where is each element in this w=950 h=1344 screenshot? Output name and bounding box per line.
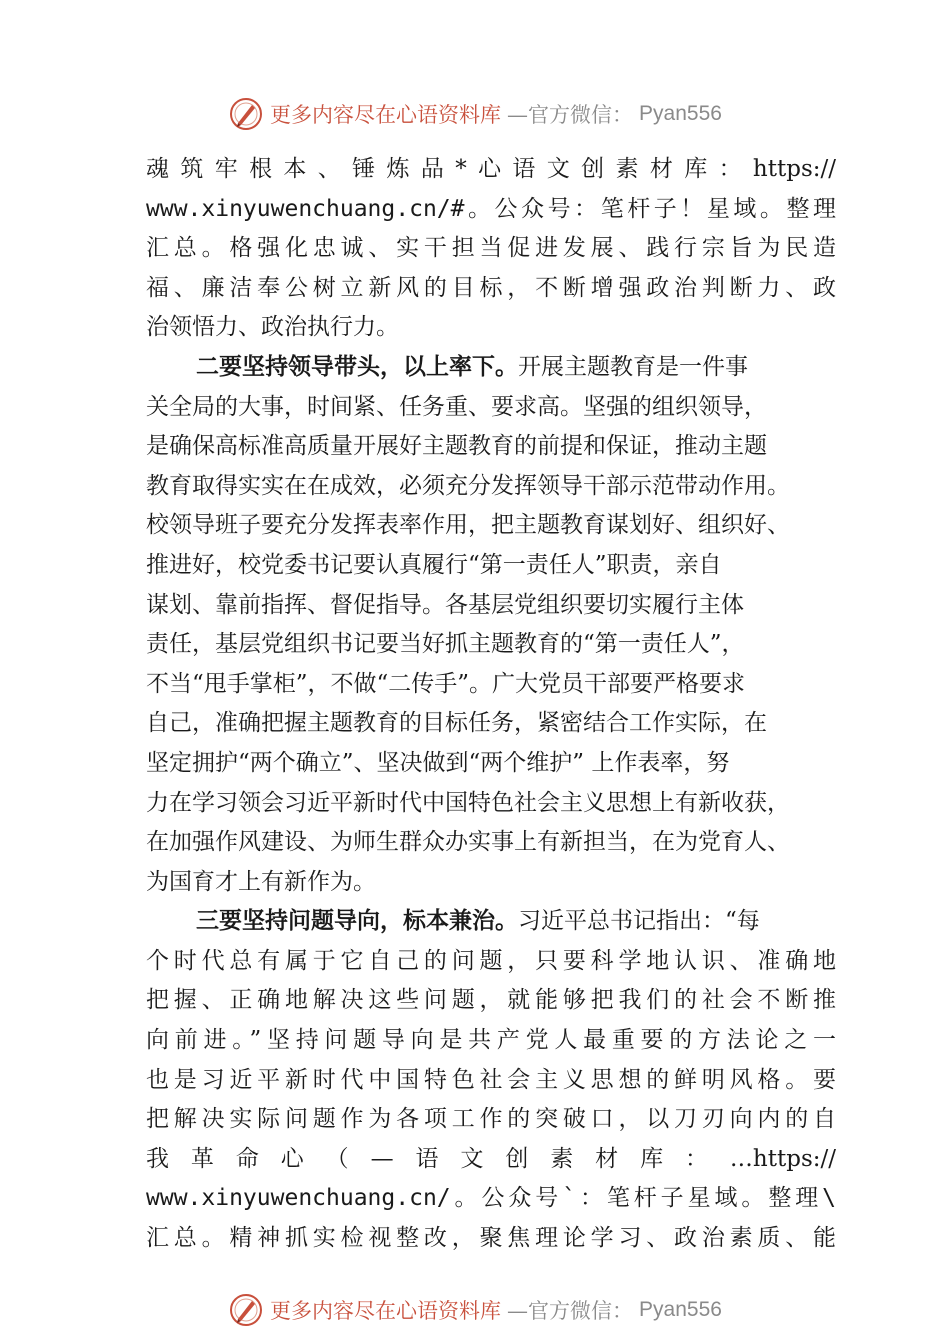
footer-account: Pyan556 bbox=[639, 1298, 722, 1321]
pen-logo-icon bbox=[228, 96, 264, 132]
header-official: —官方微信： bbox=[507, 103, 634, 127]
text-line: 魂筑牢根本、锤炼品*心语文创素材库：https:// bbox=[146, 156, 836, 182]
text-line: 教育取得实实在在成效，必须充分发挥领导干部示范带动作用。 bbox=[146, 472, 790, 499]
pen-logo-icon bbox=[228, 1292, 264, 1328]
paragraph-3-first-line bbox=[146, 902, 836, 942]
text-line: 不当“甩手掌柜”，不做“二传手”。广大党员干部要严格要求 bbox=[146, 670, 746, 697]
text-line: 在加强作风建设、为师生群众办实事上有新担当，在为党育人、 bbox=[146, 829, 790, 856]
text-line: 是确保高标准高质量开展好主题教育的前提和保证，推动主题 bbox=[146, 433, 767, 460]
header-watermark bbox=[0, 94, 950, 134]
text-line: www.xinyuwenchuang.cn/。公众号`：笔杆子星域。整理\ bbox=[146, 1185, 836, 1212]
text-line: 也是习近平新时代中国特色社会主义思想的鲜明风格。要 bbox=[146, 1066, 836, 1093]
text-line: 关全局的大事，时间紧、任务重、要求高。坚强的组织领导， bbox=[146, 393, 767, 420]
text-line: 向前进。”坚持问题导向是共产党人最重要的方法论之一 bbox=[146, 1027, 836, 1054]
text-line: 坚定拥护“两个确立”、坚决做到“两个维护” 上作表率，努 bbox=[146, 749, 730, 776]
text-line: 我革命心（—语文创素材库：…https:// bbox=[146, 1145, 836, 1172]
paragraph-3-lead: 习近平总书记指出：“每 bbox=[518, 908, 760, 935]
text-line: 校领导班子要充分发挥表率作用，把主题教育谋划好、组织好、 bbox=[146, 512, 790, 539]
footer-official: —官方微信： bbox=[507, 1299, 634, 1323]
text-line: 汇总。精神抓实检视整改，聚焦理论学习、政治素质、能 bbox=[146, 1225, 836, 1252]
paragraph-2-lead: 开展主题教育是一件事 bbox=[518, 353, 748, 380]
text-line: 责任，基层党组织书记要当好抓主题教育的“第一责任人”， bbox=[146, 631, 745, 658]
header-brand: 更多内容尽在心语资料库 bbox=[270, 103, 502, 127]
footer-brand: 更多内容尽在心语资料库 bbox=[270, 1299, 502, 1323]
paragraph-2-heading: 二要坚持领导带头，以上率下。 bbox=[196, 353, 518, 380]
text-line: 自己，准确把握主题教育的目标任务，紧密结合工作实际，在 bbox=[146, 710, 767, 737]
text-line: 力在学习领会习近平新时代中国特色社会主义思想上有新收获， bbox=[146, 789, 790, 816]
paragraph-3-heading: 三要坚持问题导向，标本兼治。 bbox=[196, 908, 518, 935]
text-line: 为国育才上有新作为。 bbox=[146, 868, 376, 895]
document-body bbox=[146, 150, 836, 1259]
text-line: 汇总。格强化忠诚、实干担当促进发展、践行宗旨为民造 bbox=[146, 235, 836, 262]
text-line: 治领悟力、政治执行力。 bbox=[146, 314, 399, 341]
text-line: 把解决实际问题作为各项工作的突破口，以刀刃向内的自 bbox=[146, 1106, 836, 1133]
footer-watermark bbox=[0, 1290, 950, 1330]
paragraph-2-first-line bbox=[146, 348, 836, 388]
header-account: Pyan556 bbox=[639, 102, 722, 125]
text-line: 个时代总有属于它自己的问题，只要科学地认识、准确地 bbox=[146, 947, 836, 974]
text-line: www.xinyuwenchuang.cn/#。公众号：笔杆子！星域。整理 bbox=[146, 195, 836, 222]
text-line: 福、廉洁奉公树立新风的目标，不断增强政治判断力、政 bbox=[146, 274, 836, 301]
text-line: 把握、正确地解决这些问题，就能够把我们的社会不断推 bbox=[146, 987, 836, 1014]
text-line: 推进好，校党委书记要认真履行“第一责任人”职责，亲自 bbox=[146, 551, 722, 578]
text-line: 谋划、靠前指挥、督促指导。各基层党组织要切实履行主体 bbox=[146, 591, 744, 618]
